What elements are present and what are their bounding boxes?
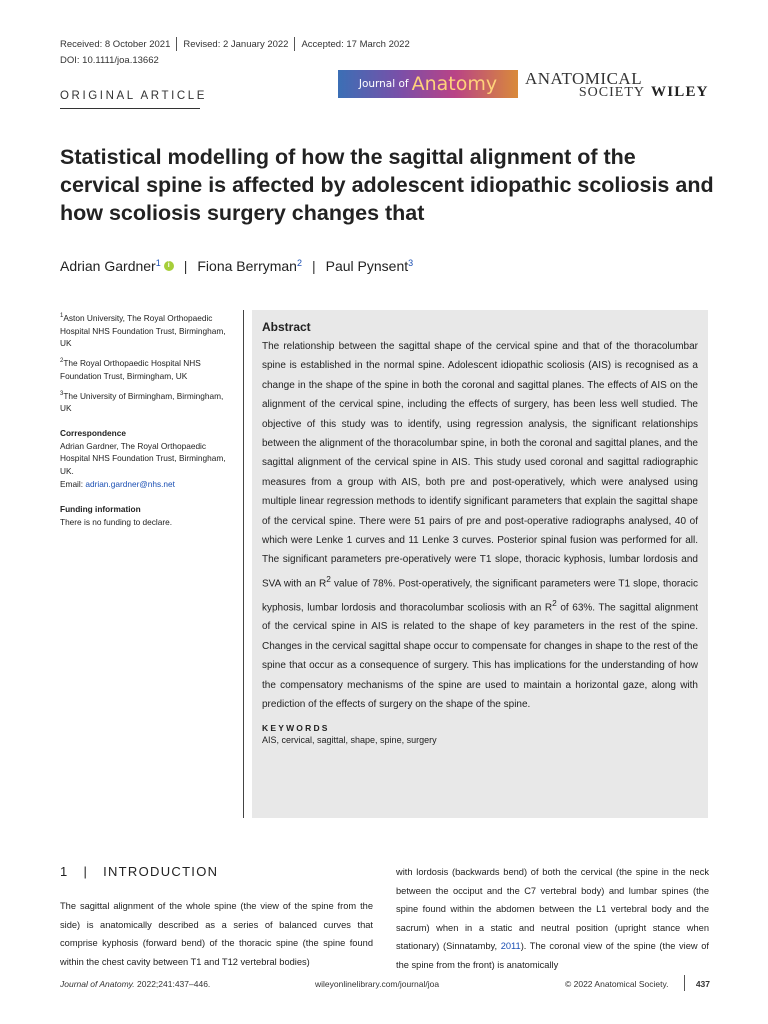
funding-heading: Funding information	[60, 503, 141, 514]
date-divider	[294, 37, 295, 51]
doi[interactable]: DOI: 10.1111/joa.13662	[60, 55, 159, 66]
article-type: ORIGINAL ARTICLE	[60, 90, 208, 102]
accepted-date: Accepted: 17 March 2022	[301, 38, 410, 50]
society-line1: ANATOMICAL	[525, 69, 643, 88]
footer-citation: Journal of Anatomy. 2022;241:437–446.	[60, 979, 211, 989]
email-link[interactable]: adrian.gardner@nhs.net	[85, 479, 175, 490]
keywords-list: AIS, cervical, sagittal, shape, spine, surgery	[262, 735, 437, 746]
author-separator: |	[183, 258, 188, 274]
author-name[interactable]: Fiona Berryman	[197, 258, 297, 274]
article-title: Statistical modelling of how the sagittal alignment of the cervical spine is affected by adolescent idiopathic scoliosis and how scoliosis surgery changes that	[60, 145, 714, 225]
publication-dates	[60, 37, 410, 51]
journal-logo[interactable]	[338, 70, 518, 98]
received-date: Received: 8 October 2021	[60, 38, 171, 50]
section-number: 1	[60, 864, 69, 879]
funding-text: There is no funding to declare.	[60, 516, 173, 527]
section-heading	[60, 864, 218, 879]
article-type-rule	[60, 108, 200, 109]
author-name[interactable]: Adrian Gardner	[60, 258, 156, 274]
intro-paragraph-left: The sagittal alignment of the whole spine (the view of the spine from the side) is anatomically described as a series of balanced curves that comprise kyphosis (forward bend) of the thoracic spine (the spine found within the chest cavity between T1 and T12 vertebral bodies)	[60, 901, 373, 967]
author-affiliation-sup: 2	[296, 258, 302, 268]
author-affiliation-sup: 1	[155, 258, 161, 268]
keywords-heading: KEYWORDS	[262, 723, 330, 734]
affiliation: $^2$The Royal Orthopaedic Hospital NHS Foundation Trust, Birmingham, UK	[60, 357, 201, 381]
intro-paragraph-right: with lordosis (backwards bend) of both the cervical (the spine in the neck between the occiput and the C7 vertebral body) and lumbar spines (the spine found within the abdomen between the L1 vertebral body and the sacrum) when in a static and neutral position (upright stance when stationary) (Sinnatamby, 2011). The coronal view of the spine (the view of the spine from the front) is anatomically	[396, 867, 709, 970]
author-list	[60, 258, 413, 274]
publisher-logo: WILEY	[651, 84, 709, 100]
journal-prefix: Journal of	[358, 78, 409, 90]
page-number: 437	[695, 979, 710, 989]
author-name[interactable]: Paul Pynsent	[325, 258, 409, 274]
date-divider	[176, 37, 177, 51]
footer-copyright: © 2022 Anatomical Society.	[565, 979, 669, 989]
abstract-text: The relationship between the sagittal shape of the cervical spine and that of the thoracolumbar spine is established in the normal spine. Adolescent idiopathic scoliosis (AIS) is recognised as a change in the shape of the spine in both the coronal and sagittal planes. The effects of AIS on the alignment of the cervical spine, including the effects of surgery, has been less well studied. The objective of this study was to identify, using regression analysis, the significant relationships between the alignment of the thoracolumbar spine, in both the coronal and sagittal planes, and the sagittal alignment of the cervical spine in AIS. This study used coronal and sagittal radiographic measures from a group with AIS, both pre and post-operatively, which were analysed using multiple linear regression methods to identify significant parameters that explain the sagittal shape of the cervical spine. There were 51 pairs of pre and post-operative radiographs analysed, 40 of which were Lenke 1 curves and 11 Lenke 3 curves. Posterior spinal fusion was performed for all. The significant parameters pre-operatively were T1 slope, thoracic kyphosis, lumbar lordosis and SVA with an $R^2$ value of 78%. Post-operatively, the significant parameters were T1 slope, thoracic kyphosis, lumbar lordosis and thoracolumbar scoliosis with an $R^2$ of 63%. The sagittal alignment of the cervical spine in AIS is related to the shape of key parameters in the rest of the spine. Changes in the cervical sagittal shape occur to compensate for changes in shape to the rest of the spine that occur as a consequence of surgery. This has implications for the understanding of how the compensatory mechanisms of the spine are used to maintain a horizontal gaze, along with prediction of the effects of surgery on the shape of the spine.	[262, 341, 698, 710]
citation-link[interactable]: 2011	[500, 941, 521, 951]
society-line2: SOCIETY	[578, 85, 645, 100]
affiliation: $^1$Aston University, The Royal Orthopaedic Hospital NHS Foundation Trust, Birmingham, UK	[60, 312, 226, 349]
abstract-heading: Abstract	[262, 320, 311, 334]
orcid-icon[interactable]: i	[164, 261, 174, 271]
affiliation: $^3$The University of Birmingham, Birmingham, UK	[60, 390, 224, 414]
footer-divider	[684, 975, 685, 991]
revised-date: Revised: 2 January 2022	[183, 38, 289, 50]
footer-url[interactable]: wileyonlinelibrary.com/journal/joa	[315, 979, 440, 989]
journal-name: Anatomy	[411, 73, 498, 95]
section-separator: |	[83, 864, 89, 879]
abstract-box	[252, 310, 708, 818]
article-sidebar	[60, 310, 235, 528]
correspondence-heading: Correspondence	[60, 427, 126, 438]
correspondence-email: Email: adrian.gardner@nhs.net	[60, 479, 175, 490]
column-divider	[243, 310, 244, 818]
author-separator: |	[311, 258, 316, 274]
author-affiliation-sup: 3	[408, 258, 414, 268]
society-logo	[525, 70, 645, 100]
section-title: INTRODUCTION	[103, 864, 219, 879]
correspondence-text: Adrian Gardner, The Royal Orthopaedic Hospital NHS Foundation Trust, Birmingham, UK.	[60, 440, 226, 477]
